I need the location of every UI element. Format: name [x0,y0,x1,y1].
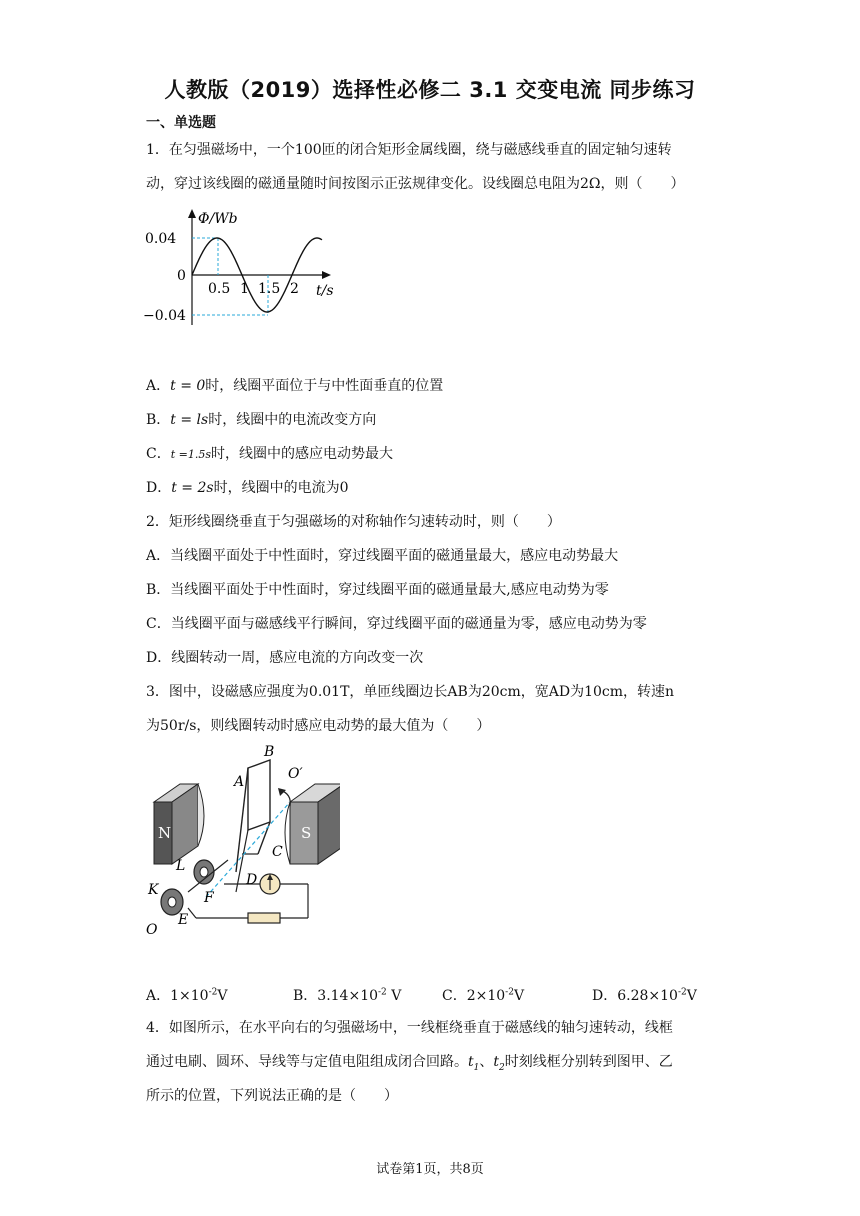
q1-option-b [146,410,376,430]
page-footer: 试卷第1页，共8页 [376,1162,484,1177]
q1-option-b-math: t = ls [170,412,209,428]
y-axis-label: Φ/Wb [198,211,238,227]
label-a: A [234,774,245,790]
q4-stem-line3: 所示的位置，下列说法正确的是（ ） [146,1088,398,1104]
q1-option-a-key: A． [146,378,171,394]
q1-option-c-key: C． [146,446,171,462]
resistor [248,913,280,923]
label-n: N [158,824,172,842]
y-tick-top: 0.04 [145,231,177,247]
q2-stem: 2．矩形线圈绕垂直于匀强磁场的对称轴作匀速转动时，则（ ） [146,514,561,530]
q1-option-d-math: t = 2s [171,480,214,496]
label-e: E [178,912,189,928]
x-tick-1: 1 [240,281,249,297]
q1-stem-line2: 动，穿过该线圈的磁通量随时间按图示正弦规律变化。设线圈总电阻为2Ω，则（ ） [146,176,685,192]
page-title: 人教版（2019）选择性必修二 3.1 交变电流 同步练习 [164,78,696,102]
x-axis-label: t/s [316,283,334,299]
label-l: L [176,858,186,874]
q1-option-d-key: D． [146,480,172,496]
q1-option-c [146,444,393,465]
q1-option-c-text: 时，线圈中的感应电动势最大 [211,446,393,462]
q3-option-a: A．$1\times 10^{-2}V$ [146,987,228,1004]
label-o-prime: O′ [288,766,303,782]
q2-option-d: D．线圈转动一周，感应电流的方向改变一次 [146,650,424,666]
q3-option-d: D．$6.28\times 10^{-2}V$ [592,987,697,1004]
q2-option-c: C．当线圈平面与磁感线平行瞬间，穿过线圈平面的磁通量为零，感应电动势为零 [146,616,647,632]
q1-option-b-text: 时，线圈中的电流改变方向 [208,412,377,428]
q1-option-d-text: 时，线圈中的电流为0 [213,480,349,496]
q1-option-a-text: 时，线圈平面位于与中性面垂直的位置 [205,378,444,394]
q3-option-b: B．$3.14\times 10^{-2}$ V [293,987,402,1004]
x-axis-arrow [322,271,331,279]
label-f: F [204,890,214,906]
label-d: D [246,872,258,888]
q2-option-a: A．当线圈平面处于中性面时，穿过线圈平面的磁通量最大，感应电动势最大 [146,548,619,564]
x-tick-0.5: 0.5 [208,281,231,297]
label-c: C [272,844,283,860]
y-tick-bottom: −0.04 [143,308,186,324]
q1-option-c-math: t =1.5s [170,448,211,461]
label-o: O [146,922,158,938]
q1-option-a-math: t = 0 [170,378,206,394]
q1-option-a [146,376,443,396]
label-k: K [148,882,159,898]
x-tick-1.5: 1.5 [258,281,281,297]
q1-option-d [146,478,349,498]
label-b: B [264,744,275,760]
q1-option-b-key: B． [146,412,171,428]
q4-stem-line1: 4．如图所示，在水平向右的匀强磁场中，一线框绕垂直于磁感线的轴匀速转动，线框 [146,1020,673,1036]
flux-time-graph [140,205,345,330]
q2-option-b: B．当线圈平面处于中性面时，穿过线圈平面的磁通量最大,感应电动势为零 [146,582,609,598]
q4-stem-line2: 通过电刷、圆环、导线等与定值电阻组成闭合回路。$t_1$、$t_2$时刻线框分别转到图甲、乙 [146,1054,673,1073]
q4-stem-line2-text: 通过电刷、圆环、导线等与定值电阻组成闭合回路。 [146,1054,468,1070]
y-axis-arrow [188,209,196,218]
section-heading: 一、单选题 [146,115,216,131]
generator-figure [140,742,340,942]
y-tick-zero: 0 [177,268,186,284]
label-s: S [301,824,312,842]
q3-stem-line1: 3．图中，设磁感应强度为0.01T，单匝线圈边长AB为20cm，宽AD为10cm，转速n [146,684,675,700]
x-tick-2: 2 [290,281,299,297]
q1-stem-line1: 1．在匀强磁场中，一个100匝的闭合矩形金属线圈，绕与磁感线垂直的固定轴匀速转 [146,142,672,158]
q3-stem-line2: 为50r/s，则线圈转动时感应电动势的最大值为（ ） [146,718,491,734]
q3-option-c: C．$2\times 10^{-2}V$ [442,987,525,1004]
